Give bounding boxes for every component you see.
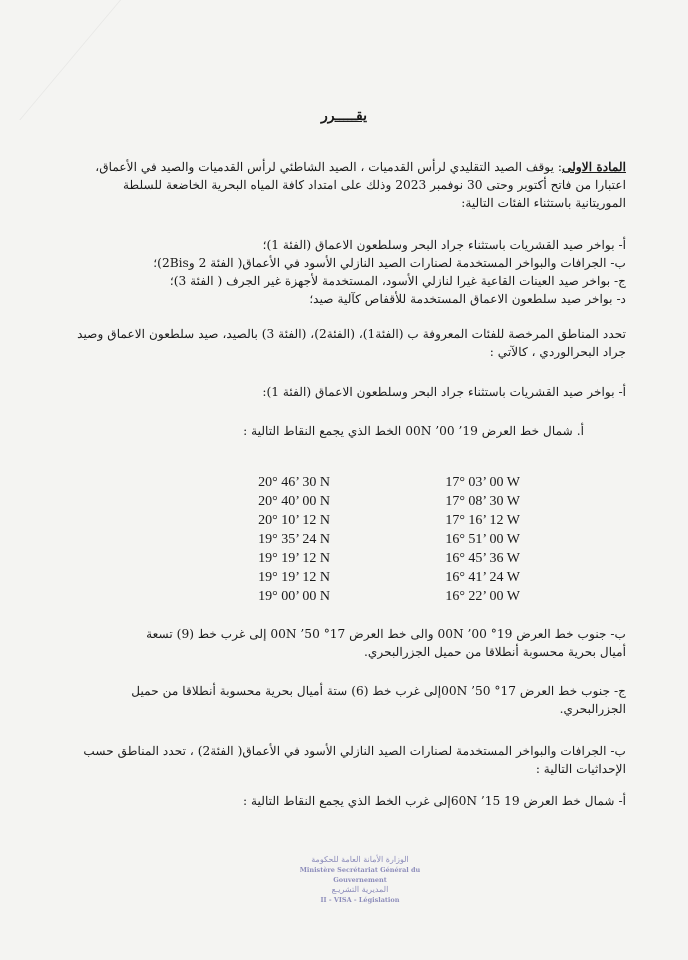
- official-stamp: الوزارة الأمانة العامة للحكومة Ministère Secrétariat Général du Gouvernement المديرية التشريـع II - VISA - Législation: [299, 855, 421, 904]
- coordinate-row: 20° 10’ 12 N 17° 16’ 12 W: [258, 513, 520, 528]
- article-1-line-2: اعتبارا من فاتح أكتوبر وحتى 30 نوفمبر 2023 وذلك على امتداد كافة المياه البحرية الخاضعة للسلطة: [122, 178, 626, 192]
- section-a-subheading: أ. شمال خط العرض 00N ’00 ’19 الخط الذي يجمع النقاط التالية :: [243, 424, 584, 438]
- article-1: [40, 158, 626, 212]
- page-fold-mark: [0, 0, 121, 120]
- coordinate-row: 19° 19’ 12 N 16° 41’ 24 W: [258, 570, 520, 585]
- section-b2-a: أ- شمال خط العرض 60N ’15 19إلى غرب الخط الذي يجمع النقاط التالية :: [243, 794, 626, 808]
- zones-intro: تحدد المناطق المرخصة للفئات المعروفة ب (الفئة1)، (الفئة2)، (الفئة 3) بالصيد، صيد سلطعون الاعماق وصيد جراد البحرالوردي ، كالآتي :: [77, 327, 626, 359]
- decision-title: يقـــــرر: [321, 108, 367, 124]
- category-item: ج- بواخر صيد العينات القاعية غيرا لنازلي الأسود، المستخدمة لأجهزة غير الجرف ( الفئة 3)؛: [169, 274, 626, 288]
- section-c: ج- جنوب خط العرض 00N ’50 °17إلى غرب خط (6) ستة أميال بحرية محسوبة أنطلاقا من حميل الجزرالبحري.: [131, 684, 626, 716]
- coordinates-table: [220, 473, 520, 606]
- coordinate-row: 20° 46’ 30 N 17° 03’ 00 W: [258, 475, 520, 490]
- article-1-line-1: المادة الاولى: يوقف الصيد التقليدي لرأس القدميات ، الصيد الشاطئي لرأس القدميات والصيد في الأعماق،: [95, 160, 626, 174]
- section-b2: ب- الجرافات والبواخر المستخدمة لصنارات الصيد النازلي الأسود في الأعماق( الفئة2) ، تحدد المناطق حسب الإحداثيات التالية :: [83, 744, 626, 776]
- section-a-heading: أ- بواخر صيد القشريات باستثناء جراد البحر وسلطعون الاعماق (الفئة 1):: [262, 385, 626, 399]
- section-b: ب- جنوب خط العرض 00N ’00 °19 والى خط العرض 00N ’50 °17 إلى غرب خط (9) تسعة أميال بحرية محسوبة أنطلاقا من حميل الجزرالبحري.: [146, 627, 626, 659]
- coordinate-row: 19° 19’ 12 N 16° 45’ 36 W: [258, 551, 520, 566]
- category-item: أ- بواخر صيد القشريات باستثناء جراد البحر وسلطعون الاعماق (الفئة 1)؛: [262, 238, 626, 252]
- article-1-line-3: الموريتانية باستثناء الفئات التالية:: [461, 196, 626, 210]
- category-list: [40, 236, 626, 308]
- coordinate-row: 19° 35’ 24 N 16° 51’ 00 W: [258, 532, 520, 547]
- category-item: ب- الجرافات والبواخر المستخدمة لصنارات الصيد النازلي الأسود في الأعماق( الفئة 2 و2Bis)؛: [153, 256, 626, 270]
- category-item: د- بواخر صيد سلطعون الاعماق المستخدمة للأقفاص كآلية صيد؛: [309, 292, 626, 306]
- coordinate-row: 19° 00’ 00 N 16° 22’ 00 W: [258, 589, 520, 604]
- article-1-label: المادة الاولى: [561, 160, 626, 174]
- coordinate-row: 20° 40’ 00 N 17° 08’ 30 W: [258, 494, 520, 509]
